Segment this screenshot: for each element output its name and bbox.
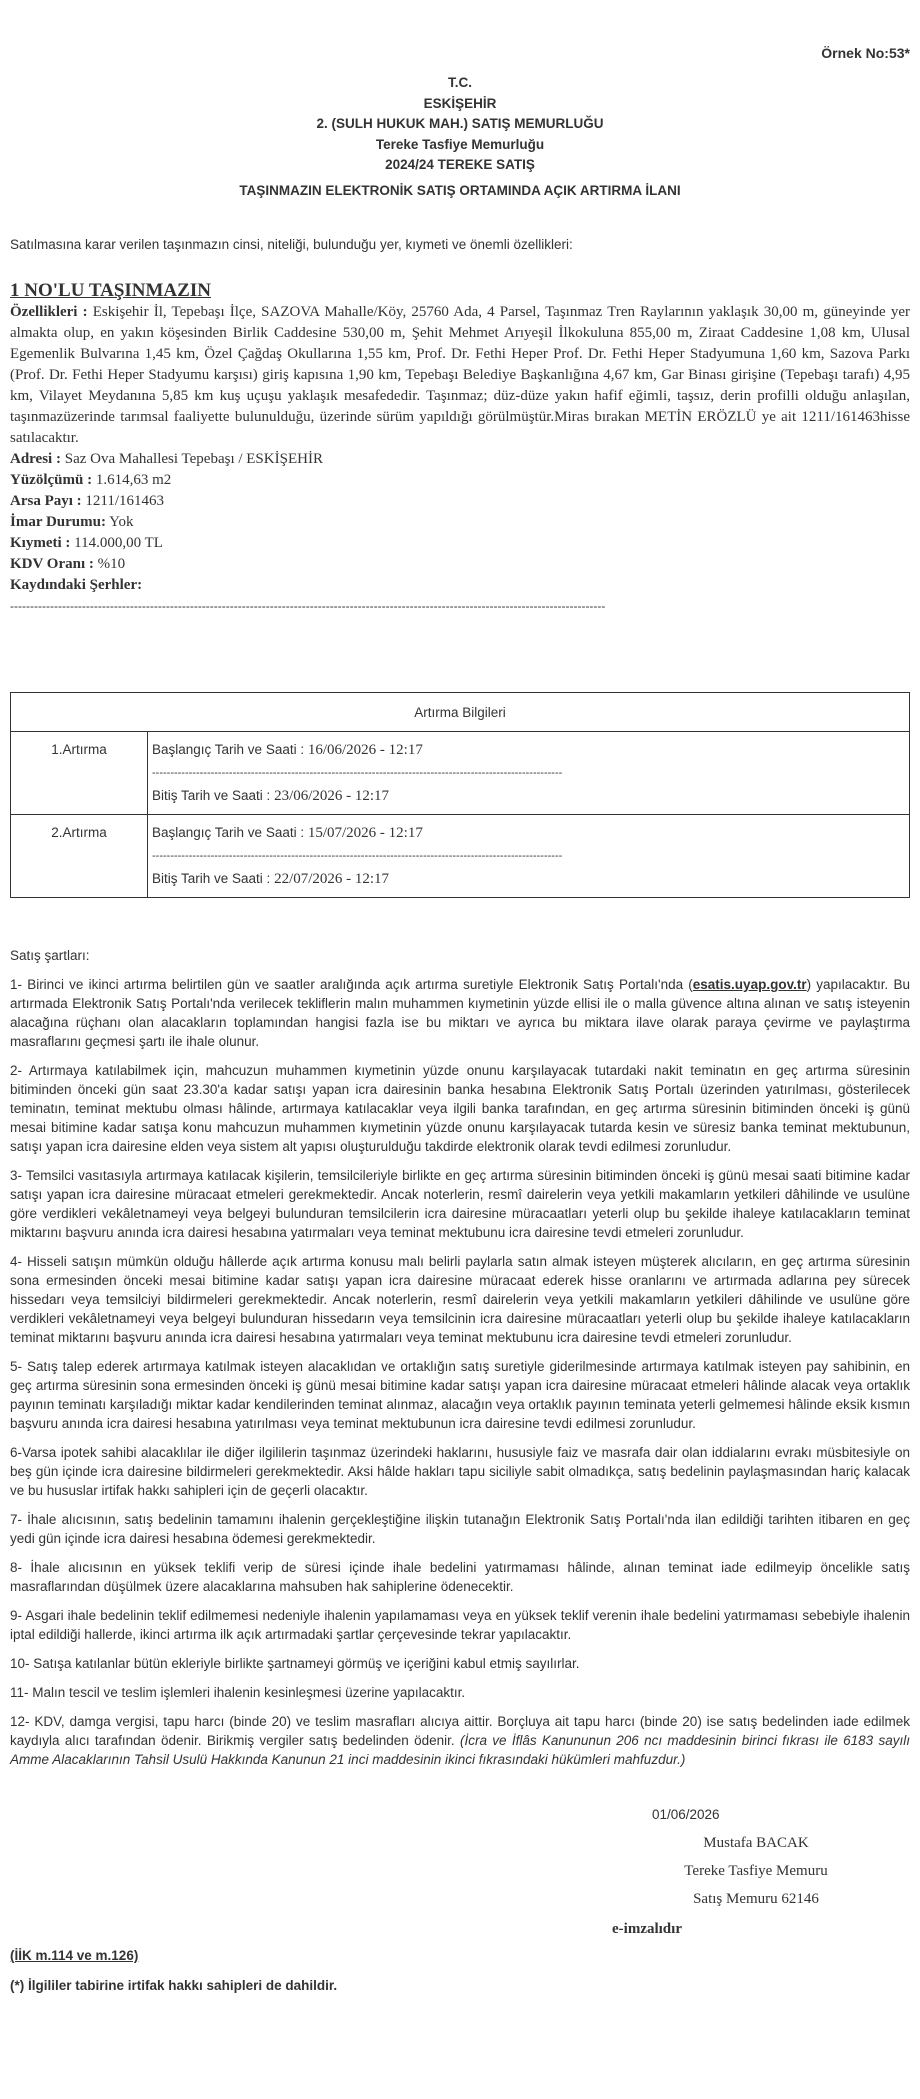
signer-title-1: Tereke Tasfiye Memuru	[684, 1863, 828, 1879]
sart-1-text-cont: ) yapılacaktır. Bu artırmada Elektronik Satış Portalı'nda verilecek tekliflerin malın muhammen kıymetinin yüzde ellisi ile o malla güvence altına alınan ve satış isteyenin alacağına rüçhanı olan alacakların toplamından hangisi fazla ise bu miktarı ve ayrıca bu miktara ilave olarak paraya çevirme ve paylaştırma masraflarını geçmesi şartı ile ihale olunur.	[10, 977, 910, 1049]
e-imza-label: e-imzalıdır	[612, 1921, 682, 1937]
sart-7: 7- İhale alıcısının, satış bedelinin tamamını ihalenin gerçekleştiğine ilişkin tutanağın Elektronik Satış Portalı'nda ilan edildiği tarihten itibaren en geç yedi gün içinde icra dairesi hesabına ödemesi gerekmektedir.	[10, 1512, 910, 1546]
sart-11: 11- Malın tescil ve teslim işlemleri ihalenin kesinleşmesi üzerine yapılacaktır.	[10, 1685, 466, 1700]
arsa-payi-row	[10, 491, 910, 512]
sart-6: 6-Varsa ipotek sahibi alacaklılar ile diğer ilgililerin taşınmaz üzerindeki haklarını, hususiyle faiz ve masrafa dair olan iddialarını evrakı müsbitesiyle on beş gün içinde icra dairesine bildirmeleri gerekmektedir. Aksi hâlde hakları tapu siciliyle sabit olmadıkça, satış bedelinin paylaşmasından hariç kalacak ve bu hususlar irtifak hakkı sahipleri için de geçerli olacaktır.	[10, 1445, 910, 1498]
serhler-label: Kaydındaki Şerhler:	[10, 577, 143, 593]
row-separator: ----------------------------------------------------------------------------------------------------------------	[152, 767, 563, 779]
tasinmaz-section	[10, 280, 910, 617]
artirma-label: 1.Artırma	[11, 732, 148, 815]
sart-4: 4- Hisseli satışın mümkün olduğu hâllerde açık artırma konusu malı belirli paylarla satın almak isteyen müşterek alıcıların, en geç artırma süresinin sona ermesinden önceki mesai bitimine kadar satışı yapan icra dairesine müracaat ederek hisse oranlarını ve artırmada adlarına pey sürecek hissedarı veya temsilciyi bildirmeleri gerekmektedir. Ancak noterlerin, resmî dairelerin veya yetkili makamların yetkileri dâhilinde ve usulüne göre verdikleri vekâletnameyi veya belgeyi bulunduran hissedarın veya temsilcinin icra dairesine müracaatları yeterli olup bu şekilde ihaleye katılacakların teminat miktarını başvuru anında icra dairesi hesabına yatırmaları veya teminat mektubunu icra dairesine tevdi etmeleri zorunludur.	[10, 1254, 910, 1345]
baslangic-value: 15/07/2026 - 12:17	[304, 825, 423, 841]
kdv-label: KDV Oranı :	[10, 556, 94, 572]
yuzolcumu-label: Yüzölçümü :	[10, 472, 93, 488]
kiymeti-label: Kıymeti :	[10, 535, 71, 551]
imar-label: İmar Durumu:	[10, 514, 106, 530]
sart-12-italic: (İcra ve İflâs Kanununun 206 ncı maddesinin birinci fıkrası ile 6183 sayılı Amme Alacaklarının Tahsil Usulü Hakkında Kanunun 21 inci maddesinin ikinci fıkrasındaki hükümleri mahfuzdur.)	[10, 1733, 911, 1767]
sart-1-text: 1- Birinci ve ikinci artırma belirtilen gün ve saatler aralığında açık artırma suretiyle Elektronik Satış Portalı'nda (	[10, 977, 693, 992]
signer-title-2: Satış Memuru 62146	[693, 1891, 819, 1907]
artirma-label: 2.Artırma	[11, 815, 148, 898]
sign-date: 01/06/2026	[652, 1807, 720, 1822]
document-header	[0, 73, 920, 176]
bitis-label: Bitiş Tarih ve Saati :	[152, 871, 271, 886]
ornek-no: Örnek No:53*	[821, 45, 910, 61]
esatis-link[interactable]: esatis.uyap.gov.tr	[692, 977, 807, 992]
arsa-payi-label: Arsa Payı :	[10, 493, 82, 509]
satis-sartlari	[10, 946, 910, 1779]
sart-12	[10, 1712, 910, 1769]
bitis-label: Bitiş Tarih ve Saati :	[152, 788, 271, 803]
kiymeti-row	[10, 533, 910, 554]
baslangic-label: Başlangıç Tarih ve Saati :	[152, 742, 305, 757]
bitis-value: 23/06/2026 - 12:17	[270, 788, 390, 804]
header-line-office: 2. (SULH HUKUK MAH.) SATIŞ MEMURLUĞU	[316, 116, 604, 131]
kiymeti-value: 114.000,00 TL	[70, 535, 163, 551]
footnote: (*) İlgililer tabirine irtifak hakkı sahipleri de dahildir.	[10, 1978, 338, 1993]
ozellikler-label: Özellikleri :	[10, 304, 88, 320]
law-reference-text: (İİK m.114 ve m.126)	[10, 1948, 139, 1963]
header-line-city: ESKİŞEHİR	[423, 95, 497, 111]
artirma-row	[11, 732, 910, 815]
intro-text: Satılmasına karar verilen taşınmazın cinsi, niteliği, bulunduğu yer, kıymeti ve önemli özellikleri:	[10, 237, 573, 252]
artirma-row	[11, 815, 910, 898]
kdv-row	[10, 554, 910, 575]
adres-value: Saz Ova Mahallesi Tepebaşı / ESKİŞEHİR	[60, 451, 323, 467]
artirma-table	[10, 692, 910, 898]
kdv-value: %10	[93, 556, 126, 572]
sart-3: 3- Temsilci vasıtasıyla artırmaya katılacak kişilerin, temsilcileriyle birlikte en geç artırma süresinin bitiminden önceki iş günü mesai saati bitimine kadar satışı yapan icra dairesine müracaat etmeleri gerekmektedir. Ancak noterlerin, resmî dairelerin veya yetkili makamların yetkileri dâhilinde ve usulüne göre verdikleri vekâletnameyi veya belgeyi bulunduran temsilcilerin icra dairesine müracaatları yeterli olup bu şekilde ihaleye katılacakların teminat miktarını başvuru anında icra dairesi hesabına yatırmaları veya teminat mektubunu icra dairesine tevdi etmeleri zorunludur.	[10, 1168, 910, 1240]
artirma-table-header: Artırma Bilgileri	[11, 693, 910, 732]
ilan-title: TAŞINMAZIN ELEKTRONİK SATIŞ ORTAMINDA AÇIK ARTIRMA İLANI	[239, 183, 681, 198]
bitis-row	[152, 869, 905, 889]
imar-row	[10, 512, 910, 533]
sart-10: 10- Satışa katılanlar bütün ekleriyle birlikte şartnameyi görmüş ve içeriğini kabul etmiş sayılırlar.	[10, 1656, 580, 1671]
law-reference	[10, 1941, 337, 1971]
arsa-payi-value: 1211/161463	[81, 493, 165, 509]
imar-value: Yok	[105, 514, 134, 530]
tasinmaz-title: 1 NO'LU TAŞINMAZIN	[10, 280, 211, 301]
baslangic-value: 16/06/2026 - 12:17	[304, 742, 423, 758]
sart-2: 2- Artırmaya katılabilmek için, mahcuzun muhammen kıymetinin yüzde onunu karşılayacak tutardaki nakit teminatın en geç artırma süresinin bitiminden önceki gün saat 23.30'a kadar satışı yapan icra dairesinin banka hesabına Elektronik Satış Portalı üzerinden yatırılması, gösterilecek teminatın, teminat mektubu olması hâlinde, artırmaya katılacaklar veya ilgili banka tarafından, en geç artırma süresinin bitiminden önceki iş günü mesai bitimine kadar satışa konu mahcuzun muhammen kıymetinin yüzde onunu karşılayacak tutarda kesin ve süresiz banka teminat mektubunun, satışı yapan icra dairesine elden veya sistem alt yapısı oluşturulduğu takdirde elektronik olarak tevdi edilmesi zorunludur.	[10, 1063, 910, 1154]
bitis-value: 22/07/2026 - 12:17	[270, 871, 390, 887]
baslangic-label: Başlangıç Tarih ve Saati :	[152, 825, 305, 840]
yuzolcumu-value: 1.614,63 m2	[92, 472, 172, 488]
adres-label: Adresi :	[10, 451, 61, 467]
header-line-file: 2024/24 TEREKE SATIŞ	[385, 157, 535, 172]
serhler-row	[10, 575, 910, 596]
adres-row	[10, 449, 910, 470]
sart-12-text: 12- KDV, damga vergisi, tapu harcı (binde 20) ve teslim masrafları alıcıya aittir. Borçluya ait tapu harcı (binde 20) ise satış bedelinden iade edilmek kaydıyla alıcı tarafından ödenir. Birikmiş vergiler satış bedelinden ödenir.	[10, 1714, 910, 1748]
sart-5: 5- Satış talep ederek artırmaya katılmak isteyen alacaklıdan ve ortaklığın satış suretiyle giderilmesinde artırmaya katılmak isteyen pay sahibinin, en geç artırma süresinin sona ermesinden önceki iş günü mesai bitimine kadar satışı yapan icra dairesine müracaat etmeleri hâlinde alacak veya ortaklık payının teminatı karşıladığı miktar kadar kendilerinden teminat alınmaz, alacağın veya ortaklık payının teminata yeterli gelmemesi hâlinde eksik kısmın başvuru anında icra dairesi hesabına yatırılması veya teminat mektubunun icra dairesine tevdi edilmesi zorunludur.	[10, 1359, 910, 1431]
sart-8: 8- İhale alıcısının en yüksek teklifi verip de süresi içinde ihale bedelini yatırmaması hâlinde, alınan teminat iade edilmeyip öncelikle satış masraflarından düşülmek üzere alacaklarına mahsuben hak sahiplerine ödenecektir.	[10, 1560, 910, 1594]
header-line-unit: Tereke Tasfiye Memurluğu	[375, 136, 545, 152]
signer-name: Mustafa BACAK	[703, 1835, 809, 1851]
ozellikler-block	[10, 302, 910, 449]
bitis-row	[152, 786, 905, 806]
header-line-tc: T.C.	[447, 75, 472, 90]
document-footer	[10, 1941, 337, 2001]
row-separator: ----------------------------------------------------------------------------------------------------------------	[152, 850, 563, 862]
yuzolcumu-row	[10, 470, 910, 491]
sartlar-title: Satış şartları:	[10, 948, 90, 963]
ozellikler-value: Eskişehir İl, Tepebaşı İlçe, SAZOVA Mahalle/Köy, 25760 Ada, 4 Parsel, Taşınmaz Tren Raylarının yaklaşık 30,00 m, güneyinde yer almakta olup, en yakın köşesinden Birlik Caddesine 530,00 m, Şehit Mehmet Arıyeşil İlkokuluna 855,00 m, Ziraat Caddesine 1,08 km, Ulusal Egemenlik Bulvarına 1,45 km, Özel Çağdaş Okullarına 1,55 km, Prof. Dr. Fethi Heper Prof. Dr. Fethi Heper Stadyumuna 1,60 km, Sazova Parkı (Prof. Dr. Fethi Heper Stadyumu karşısı) giriş kapısına 1,90 km, Tepebaşı Belediye Başkanlığına 4,67 km, Gar Binası girişine (Tepebaşı tarafı) 4,95 km, Vilayet Meydanına 5,85 km kuş uçuşu yaklaşık mesafededir. Taşınmaz; düz-düze yakın hafif eğimli, taşsız, derin profilli olduğu anlaşılan, taşınmazüzerinde tarımsal faaliyette bulunulduğu, üzerinde sürüm yapıldığı görülmüştür.Miras bırakan METİN ERÖZLÜ ye ait 1211/161463hisse satılacaktır.	[10, 304, 910, 446]
baslangic-row	[152, 823, 905, 843]
baslangic-row	[152, 740, 905, 760]
section-divider: -----------------------------------------------------------------------------------------------------------------------------------------------------	[10, 599, 606, 613]
sart-9: 9- Asgari ihale bedelinin teklif edilmemesi nedeniyle ihalenin yapılamaması veya en yüksek teklif verenin ihale bedelini yatırmaması sebebiyle ihalenin iptal edildiği hallerde, ikinci artırma ilk açık artırmadaki şartlar çerçevesinde tekrar yapılacaktır.	[10, 1608, 910, 1642]
sart-1	[10, 975, 910, 1051]
